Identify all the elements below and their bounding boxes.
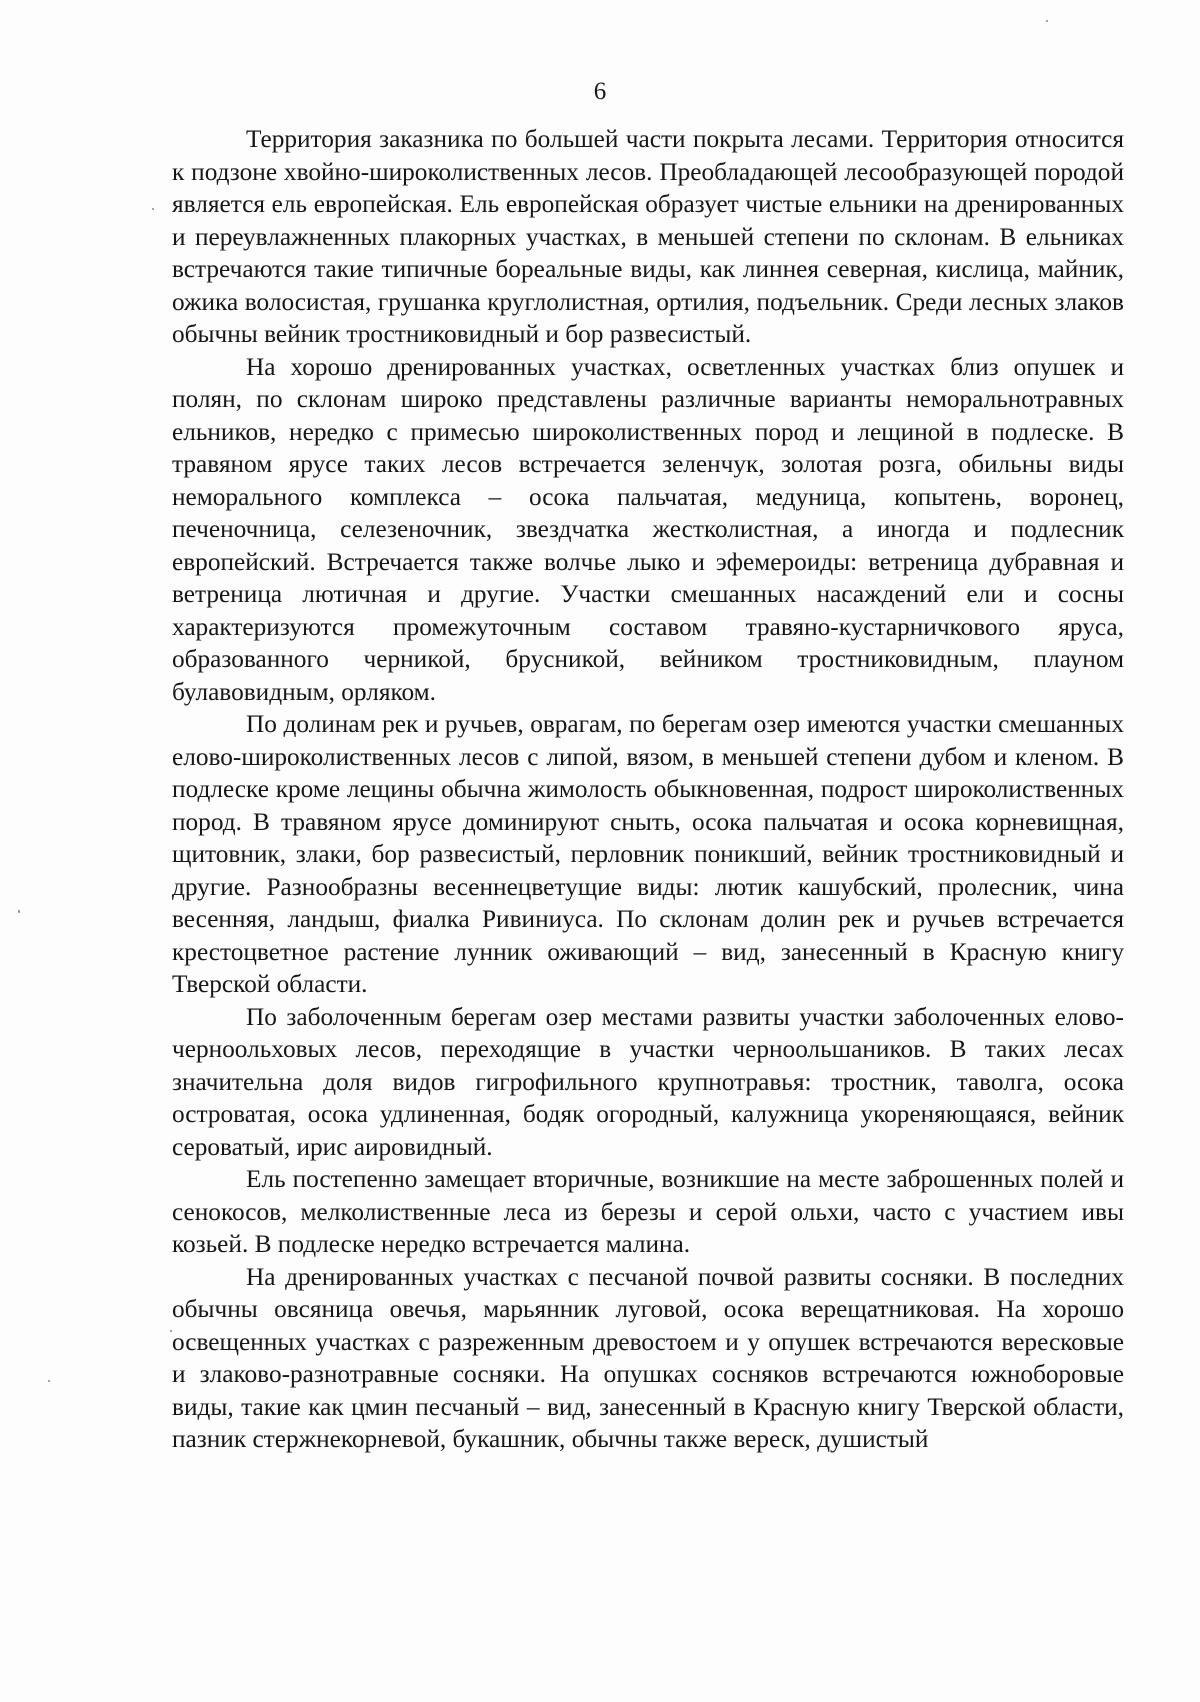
- paragraph-pine-forests: На дренированных участках с песчаной почвой развиты сосняки. В последних обычны овсяница овечья, марьянник луговой, осока верещатниковая. На хорошо освещенных участках с разреженным древостоем и у опушек встречаются вересковые и злаково-разнотравные сосняки. На опушках сосняков встречаются южноборовые виды, такие как цмин песчаный – вид, занесенный в Красную книгу Тверской области, пазник стержнекорневой, букашник, обычны также вереск, душистый: [172, 1262, 1124, 1453]
- scan-speck: [18, 910, 20, 913]
- paragraph-swampy-shores: По заболоченным берегам озер местами развиты участки заболоченных елово-черноольховых лесов, переходящие в участки черноольшаников. В таких лесах значительна доля видов гигрофильного крупнотравья: тростник, таволга, осока островатая, осока удлиненная, бодяк огородный, калужница укореняющаяся, вейник сероватый, ирис аировидный.: [172, 1002, 1124, 1161]
- scan-speck: [48, 1380, 50, 1382]
- document-body: [172, 123, 1124, 1456]
- page-number: 6: [593, 78, 607, 105]
- paragraph-nemoral-spruce: На хорошо дренированных участках, осветленных участках близ опушек и полян, по склонам широко представлены различные варианты неморальнотравных ельников, нередко с примесью широколиственных пород и лещиной в подлеске. В травяном ярусе таких лесов встречается зеленчук, золотая розга, обильны виды неморального комплекса – осока пальчатая, медуница, копытень, воронец, печеночница, селезеночник, звездчатка жестколистная, а иногда и подлесник европейский. Встречается также волчье лыко и эфемероиды: ветреница дубравная и ветреница лютичная и другие. Участки смешанных насаждений ели и сосны характеризуются промежуточным составом травяно-кустарничкового яруса, образованного черникой, брусникой, вейником тростниковидным, плауном булавовидным, орляком.: [172, 352, 1124, 706]
- scan-speck: [152, 208, 154, 210]
- paragraph-forests-overview: Территория заказника по большей части покрыта лесами. Территория относится к подзоне хвойно-широколиственных лесов. Преобладающей лесообразующей породой является ель европейская. Ель европейская образует чистые ельники на дренированных и переувлажненных плакорных участках, в меньшей степени по склонам. В ельниках встречаются такие типичные бореальные виды, как линнея северная, кислица, майник, ожика волосистая, грушанка круглолистная, ортилия, подъельник. Среди лесных злаков обычны вейник тростниковидный и бор развесистый.: [172, 125, 1124, 348]
- scan-speck: [170, 1330, 172, 1332]
- scan-speck: [1046, 20, 1048, 22]
- paragraph-secondary-forests: Ель постепенно замещает вторичные, возникшие на месте заброшенных полей и сенокосов, мелколиственные леса из березы и серой ольхи, часто с участием ивы козьей. В подлеске нередко встречается малина.: [172, 1165, 1124, 1258]
- paragraph-river-valleys: По долинам рек и ручьев, оврагам, по берегам озер имеются участки смешанных елово-широколиственных лесов с липой, вязом, в меньшей степени дубом и кленом. В подлеске кроме лещины обычна жимолость обыкновенная, подрост широколиственных пород. В травяном ярусе доминируют сныть, осока пальчатая и осока корневищная, щитовник, злаки, бор развесистый, перловник поникший, вейник тростниковидный и другие. Разнообразны весеннецветущие виды: лютик кашубский, пролесник, чина весенняя, ландыш, фиалка Ривиниуса. По склонам долин рек и ручьев встречается крестоцветное растение лунник оживающий – вид, занесенный в Красную книгу Тверской области.: [172, 710, 1124, 998]
